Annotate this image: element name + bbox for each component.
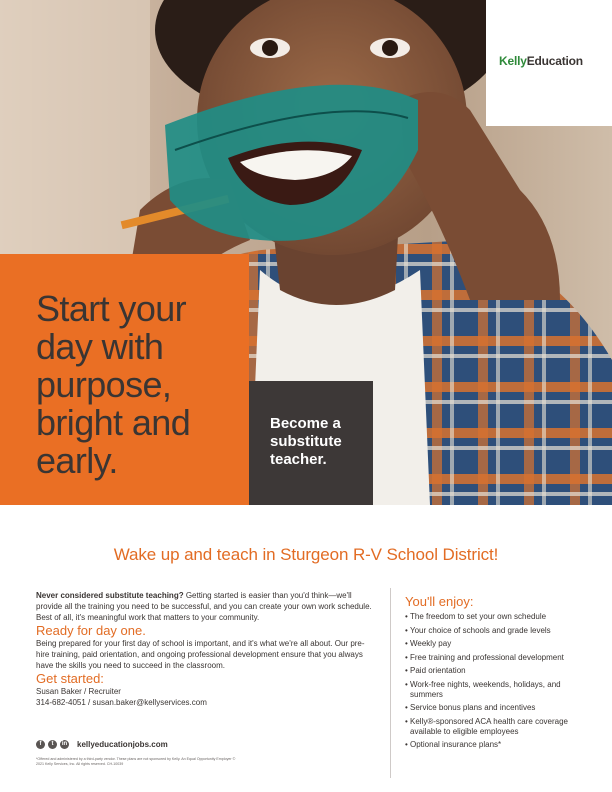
benefits-title: You'll enjoy:	[405, 594, 474, 609]
benefit-item: • Your choice of schools and grade levels	[405, 626, 590, 636]
right-column	[405, 594, 590, 754]
benefit-item: • Weekly pay	[405, 639, 590, 649]
contact-name: Susan Baker / Recruiter	[36, 687, 121, 696]
website-link[interactable]: kellyeducationjobs.com	[77, 740, 168, 749]
get-started-title: Get started:	[36, 671, 104, 686]
benefit-item: • Optional insurance plans*	[405, 740, 590, 750]
ready-text: Being prepared for your first day of school is important, and it's what we're all about. Our pre-hire training, paid orientation, and ongoing professional development ensure that you always have the skills you need to succeed in the classroom.	[36, 639, 365, 670]
contact-details[interactable]: 314-682-4051 / susan.baker@kellyservices.com	[36, 698, 207, 707]
hero-subhead: Become a substitute teacher.	[270, 415, 342, 468]
intro-lead: Never considered substitute teaching?	[36, 591, 184, 600]
hero-headline: Start your day with purpose, bright and early.	[36, 288, 191, 481]
intro-paragraph	[36, 590, 376, 623]
benefit-item: • Service bonus plans and incentives	[405, 703, 590, 713]
benefit-item: • The freedom to set your own schedule	[405, 612, 590, 622]
facebook-icon[interactable]: f	[36, 740, 45, 749]
kelly-education-logo	[499, 54, 583, 68]
disclaimer: *Offered and administered by a third-party vendor. These plans are not sponsored by Kelly. An Equal Opportunity Employer © 2021 Kelly Services, Inc. All rights reserved. CH-10039	[36, 757, 236, 766]
logo-education: Education	[526, 54, 583, 68]
logo-kelly: Kelly	[499, 54, 527, 68]
logo-box	[486, 0, 612, 126]
benefit-item: • Kelly®-sponsored ACA health care coverage available to eligible employees	[405, 717, 590, 737]
intro-text: Getting started is easier than you'd think—we'll provide all the training you need to be successful, and you can create your own work schedule. Best of all, it's meaningful work that matters to your community.	[36, 591, 372, 622]
ready-title: Ready for day one.	[36, 623, 146, 638]
left-column	[36, 590, 376, 708]
page-heading: Wake up and teach in Sturgeon R-V School District!	[113, 545, 499, 564]
benefit-item: • Free training and professional development	[405, 653, 590, 663]
social-links	[36, 740, 168, 749]
benefits-list	[405, 612, 590, 750]
linkedin-icon[interactable]: in	[61, 741, 68, 747]
benefit-item: • Work-free nights, weekends, holidays, and summers	[405, 680, 590, 700]
benefit-item: • Paid orientation	[405, 666, 590, 676]
twitter-icon[interactable]: t	[48, 740, 57, 749]
column-divider	[390, 588, 391, 778]
